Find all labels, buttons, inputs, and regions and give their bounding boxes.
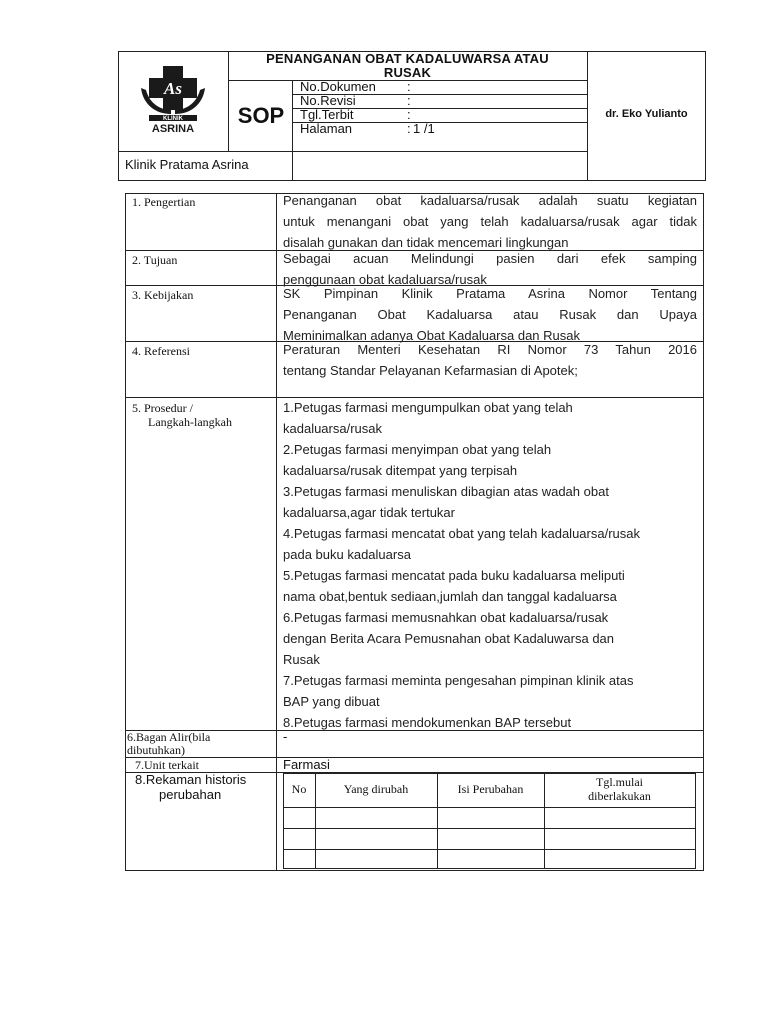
label-tujuan: 2. Tujuan <box>132 253 178 267</box>
content-kebijakan: SK Pimpinan Klinik Pratama Asrina Nomor Tentang Penanganan Obat Kadaluarsa atau Rusak dan Upaya Meminimalkan adanya Obat Kadaluarsa dan Rusak <box>283 286 697 343</box>
content-unit-terkait: Farmasi <box>283 757 330 772</box>
doc-field-halaman: Halaman : 1 /1 <box>300 121 435 136</box>
svg-text:KLINIK: KLINIK <box>163 116 183 122</box>
step-line: nama obat,bentuk sediaan,jumlah dan tanggal kadaluarsa <box>283 589 617 604</box>
document-title-line2: RUSAK <box>383 65 432 80</box>
content-pengertian: Penanganan obat kadaluarsa/rusak adalah suatu kegiatan untuk menangani obat yang telah kadaluarsa/rusak agar tidak disalah gunakan dan tidak mencemari lingkungan <box>283 193 697 250</box>
step-line: 3.Petugas farmasi menuliskan dibagian atas wadah obat <box>283 484 609 499</box>
header-border-bottom <box>118 180 706 181</box>
content-tujuan: Sebagai acuan Melindungi pasien dari efek samping penggunaan obat kadaluarsa/rusak <box>283 251 697 287</box>
content-bagan-alir: - <box>283 729 288 744</box>
header-border-right <box>705 51 706 181</box>
svg-text:ASRINA: ASRINA <box>151 123 195 134</box>
header-border-left <box>118 51 119 181</box>
label-pengertian: 1. Pengertian <box>132 195 196 209</box>
history-header-no: No <box>291 782 307 796</box>
doc-field-norevisi: No.Revisi : <box>300 93 411 108</box>
svg-text:As: As <box>164 79 182 98</box>
step-line: 4.Petugas farmasi mencatat obat yang telah kadaluarsa/rusak <box>283 526 640 541</box>
history-header-isi-perubahan: Isi Perubahan <box>457 782 524 796</box>
label-kebijakan: 3. Kebijakan <box>132 288 194 302</box>
step-line: pada buku kadaluarsa <box>283 547 411 562</box>
label-prosedur: 5. Prosedur / Langkah-langkah <box>132 401 232 429</box>
document-title-line1: PENANGANAN OBAT KADALUWARSA ATAU <box>266 51 549 66</box>
label-rekaman: 8.Rekaman historis perubahan <box>135 772 247 802</box>
doc-field-nodokumen: No.Dokumen : <box>300 79 411 94</box>
label-referensi: 4. Referensi <box>132 344 190 358</box>
step-line: Rusak <box>283 652 320 667</box>
step-line: 1.Petugas farmasi mengumpulkan obat yang telah <box>283 400 573 415</box>
clinic-name: Klinik Pratama Asrina <box>125 157 249 172</box>
signatory-name: dr. Eko Yulianto <box>605 108 688 120</box>
step-line: 7.Petugas farmasi meminta pengesahan pimpinan klinik atas <box>283 673 634 688</box>
doc-field-tglterbit: Tgl.Terbit : <box>300 107 411 122</box>
document-title <box>228 52 587 80</box>
step-line: BAP yang dibuat <box>283 694 380 709</box>
step-line: 8.Petugas farmasi mendokumenkan BAP tersebut <box>283 715 572 730</box>
sop-label: SOP <box>237 103 285 128</box>
step-line: 5.Petugas farmasi mencatat pada buku kadaluarsa meliputi <box>283 568 625 583</box>
content-referensi: Peraturan Menteri Kesehatan RI Nomor 73 Tahun 2016 tentang Standar Pelayanan Kefarmasian di Apotek; <box>283 342 697 378</box>
label-unit-terkait: 7.Unit terkait <box>135 758 199 772</box>
clinic-logo <box>137 64 209 134</box>
step-line: dengan Berita Acara Pemusnahan obat Kadaluwarsa dan <box>283 631 615 646</box>
history-header-yang-dirubah: Yang dirubah <box>343 782 409 796</box>
clinic-logo-icon <box>137 64 209 134</box>
content-prosedur <box>283 397 697 733</box>
history-header-tgl-mulai: Tgl.mulai diberlakukan <box>588 775 651 803</box>
step-line: kadaluarsa/rusak <box>283 421 382 436</box>
step-line: kadaluarsa,agar tidak tertukar <box>283 505 455 520</box>
step-line: kadaluarsa/rusak ditempat yang terpisah <box>283 463 518 478</box>
step-line: 2.Petugas farmasi menyimpan obat yang telah <box>283 442 552 457</box>
label-bagan-alir: 6.Bagan Alir(bila dibutuhkan) <box>127 730 211 757</box>
step-line: 6.Petugas farmasi memusnahkan obat kadaluarsa/rusak <box>283 610 609 625</box>
